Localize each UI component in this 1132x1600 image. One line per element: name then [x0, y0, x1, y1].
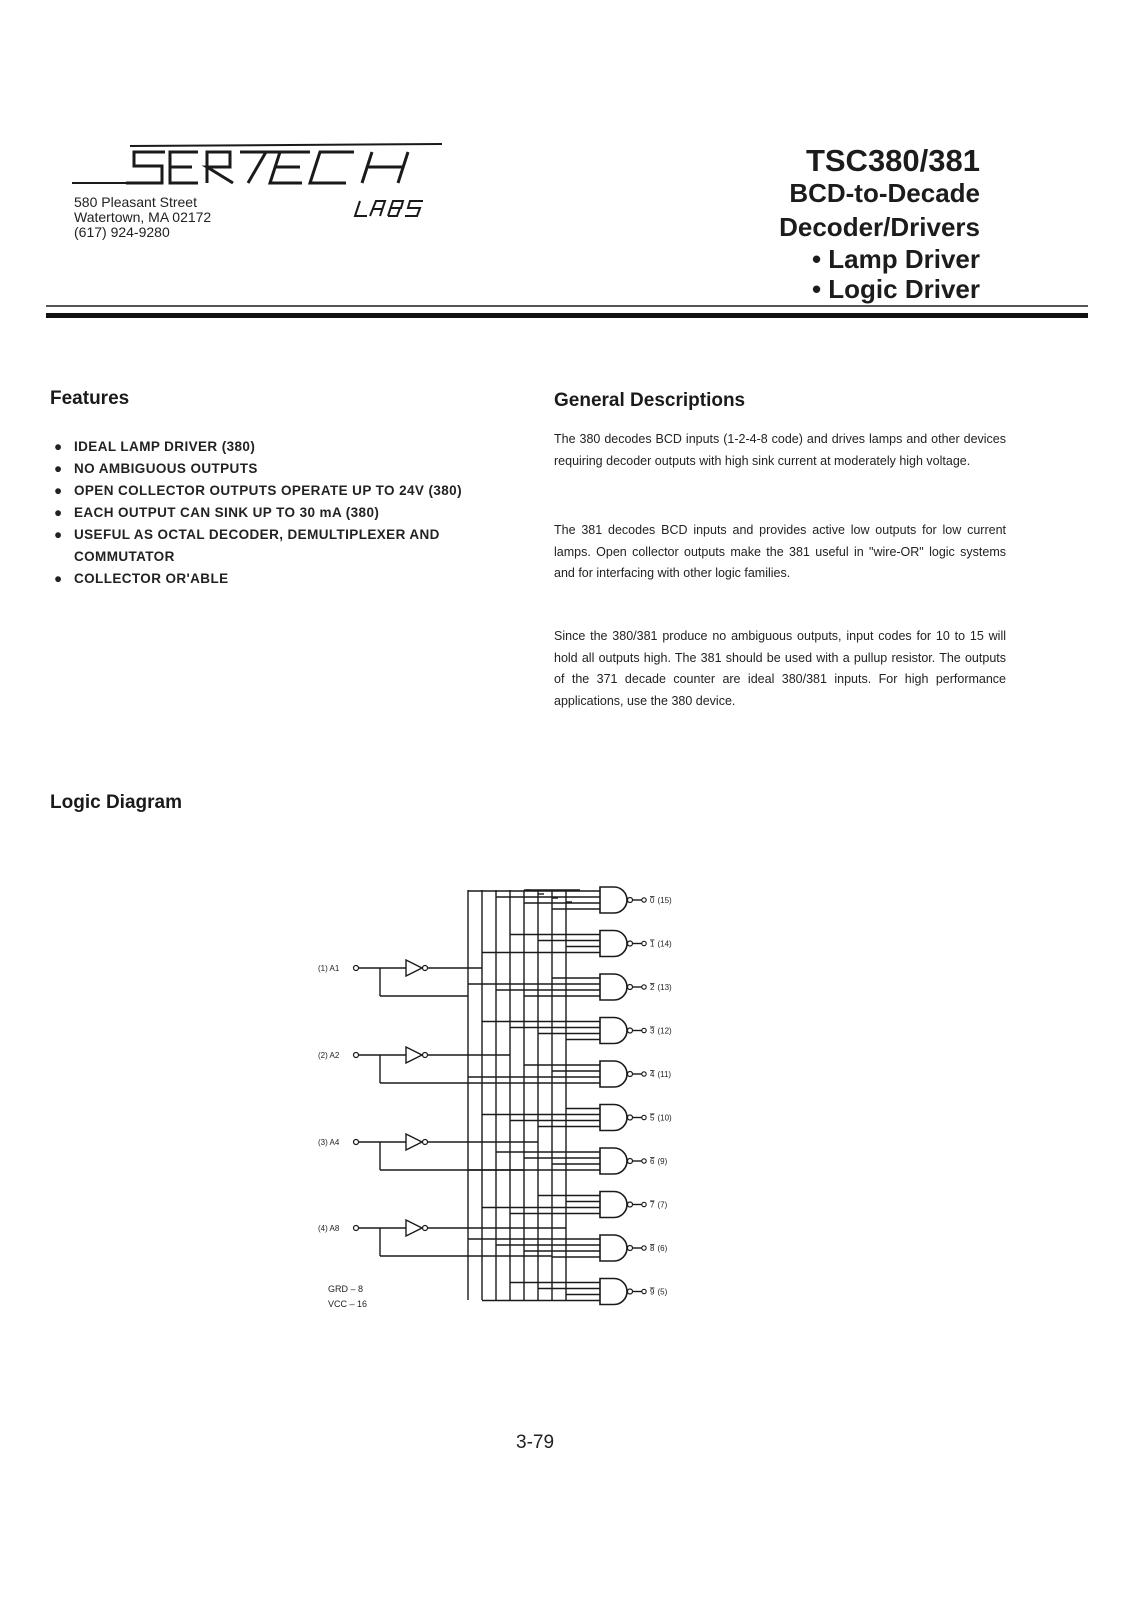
- feature-item: ● OPEN COLLECTOR OUTPUTS OPERATE UP TO 24V (380): [54, 483, 462, 498]
- output-label-3: 3 (12): [650, 1026, 672, 1036]
- diagram-note: GRD – 8: [328, 1284, 364, 1294]
- features-list: [52, 436, 507, 590]
- diagram-gates: [600, 887, 672, 1305]
- svg-text:(2) A2: (2) A2: [318, 1051, 340, 1060]
- svg-text:(1) A1: (1) A1: [318, 964, 340, 973]
- output-label-8: 8 (6): [650, 1244, 668, 1253]
- svg-text:(4) A8: (4) A8: [318, 1224, 340, 1233]
- feature-item: ● USEFUL AS OCTAL DECODER, DEMULTIPLEXER AND COMMUTATOR: [54, 527, 440, 564]
- features-heading: Features: [50, 388, 130, 409]
- header-rule-thick: [46, 313, 1088, 318]
- page-number: 3-79: [516, 1432, 555, 1453]
- feature-item: ● COLLECTOR OR'ABLE: [54, 571, 229, 586]
- title-line-2: BCD-to-Decade: [789, 178, 980, 208]
- title-bullet-lamp-driver: • Lamp Driver: [811, 244, 980, 274]
- output-label-0: 0 (15): [650, 896, 672, 905]
- header-rule-thin: [46, 305, 1088, 307]
- logic-diagram-heading: Logic Diagram: [50, 792, 182, 813]
- address-street: 580 Pleasant Street: [74, 194, 197, 210]
- feature-item: ● EACH OUTPUT CAN SINK UP TO 30 mA (380): [54, 505, 380, 520]
- output-label-5: 5 (10): [650, 1113, 672, 1123]
- description-paragraph-2: The 381 decodes BCD inputs and provides active low outputs for low current lamps. Open collector outputs make the 381 useful in "wire-OR" logic systems and for interfacing with other logic families.: [554, 523, 1006, 580]
- output-label-1: 1 (14): [650, 939, 672, 949]
- part-number-title: TSC380/381: [805, 143, 980, 178]
- output-label-6: 6 (9): [650, 1157, 668, 1166]
- title-bullet-logic-driver: • Logic Driver: [811, 274, 980, 304]
- diagram-note: VCC – 16: [328, 1299, 368, 1309]
- output-label-2: 2 (13): [650, 983, 672, 992]
- title-line-3: Decoder/Drivers: [779, 212, 980, 242]
- logic-diagram: [310, 880, 730, 1350]
- diagram-inputs: [318, 960, 428, 1236]
- output-label-9: 9 (5): [650, 1287, 668, 1297]
- output-label-4: 4 (11): [650, 1070, 672, 1079]
- output-label-7: 7 (7): [650, 1200, 668, 1210]
- feature-item: ● IDEAL LAMP DRIVER (380): [54, 439, 256, 454]
- address-phone: (617) 924-9280: [74, 224, 170, 240]
- feature-item: ● NO AMBIGUOUS OUTPUTS: [54, 461, 258, 476]
- diagram-notes: [328, 1284, 367, 1309]
- svg-text:(3) A4: (3) A4: [318, 1138, 340, 1147]
- descriptions-heading: General Descriptions: [554, 390, 746, 411]
- description-paragraph-1: The 380 decodes BCD inputs (1-2-4-8 code) and drives lamps and other devices requiring decoder outputs with high sink current at moderately high voltage.: [554, 432, 1006, 468]
- description-paragraph-3: Since the 380/381 produce no ambiguous outputs, input codes for 10 to 15 will hold all outputs high. The 381 should be used with a pullup resistor. The outputs of the 371 decade counter are ideal 380/381 inputs. For high performance applications, use the 380 device.: [554, 629, 1006, 708]
- address-city: Watertown, MA 02172: [74, 209, 212, 225]
